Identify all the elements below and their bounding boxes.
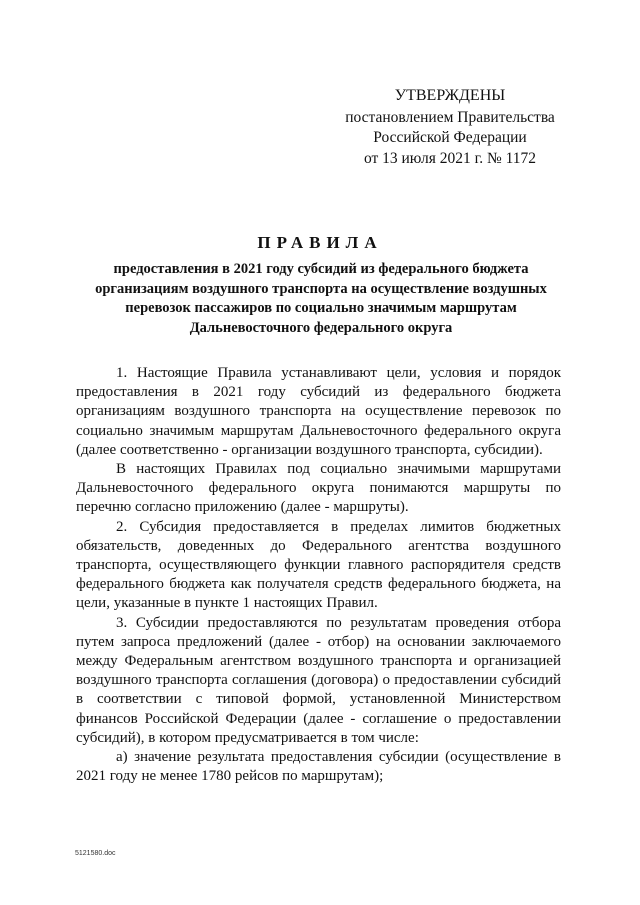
paragraph-3-a: а) значение результата предоставления субсидии (осуществление в 2021 году не менее 1780 рейсов по маршрутам); [76,749,561,785]
approval-block [330,86,570,169]
document-body [76,364,561,786]
subtitle-line-1: предоставления в 2021 году субсидий из федерального бюджета [113,261,529,277]
paragraph-1-definition: В настоящих Правилах под социально значимыми маршрутами Дальневосточного федерального округа понимаются маршруты по перечню согласно приложению (далее - маршруты). [76,461,561,516]
document-subtitle [80,260,562,338]
document-file-id: 5121580.doc [75,850,116,857]
subtitle-line-2: организациям воздушного транспорта на осуществление воздушных [95,280,547,297]
subtitle-line-4: Дальневосточного федерального округа [189,319,453,336]
document-title: ПРАВИЛА [257,233,383,252]
approval-heading: УТВЕРЖДЕНЫ [394,87,506,104]
paragraph-3: 3. Субсидии предоставляются по результатам проведения отбора путем запроса предложений (далее - отбор) на основании заключаемого между Федеральным агентством воздушного транспорта и организацией воздушного транспорта соглашения (договора) о предоставлении субсидий в соответствии с типовой формой, установленной Министерством финансов Российской Федерации (далее - соглашение о предоставлении субсидий), в котором предусматривается в том числе: [76,614,561,746]
approval-line-1: постановлением Правительства [345,108,555,126]
paragraph-1: 1. Настоящие Правила устанавливают цели, условия и порядок предоставления в 2021 году субсидий из федерального бюджета организациям воздушного транспорта на осуществление перевозок по социально значимым маршрутам Дальневосточного федерального округа (далее соответственно - организации воздушного транспорта, субсидии). [76,365,561,458]
paragraph-2: 2. Субсидия предоставляется в пределах лимитов бюджетных обязательств, доведенных до Федерального агентства воздушного транспорта, осуществляющего функции главного распорядителя средств федерального бюджета как получателя средств федерального бюджета, на цели, указанные в пункте 1 настоящих Правил. [76,518,561,612]
approval-line-3: от 13 июля 2021 г. № 1172 [363,149,537,167]
subtitle-line-3: перевозок пассажиров по социально значимым маршрутам [125,300,517,316]
approval-line-2: Российской Федерации [373,129,527,146]
